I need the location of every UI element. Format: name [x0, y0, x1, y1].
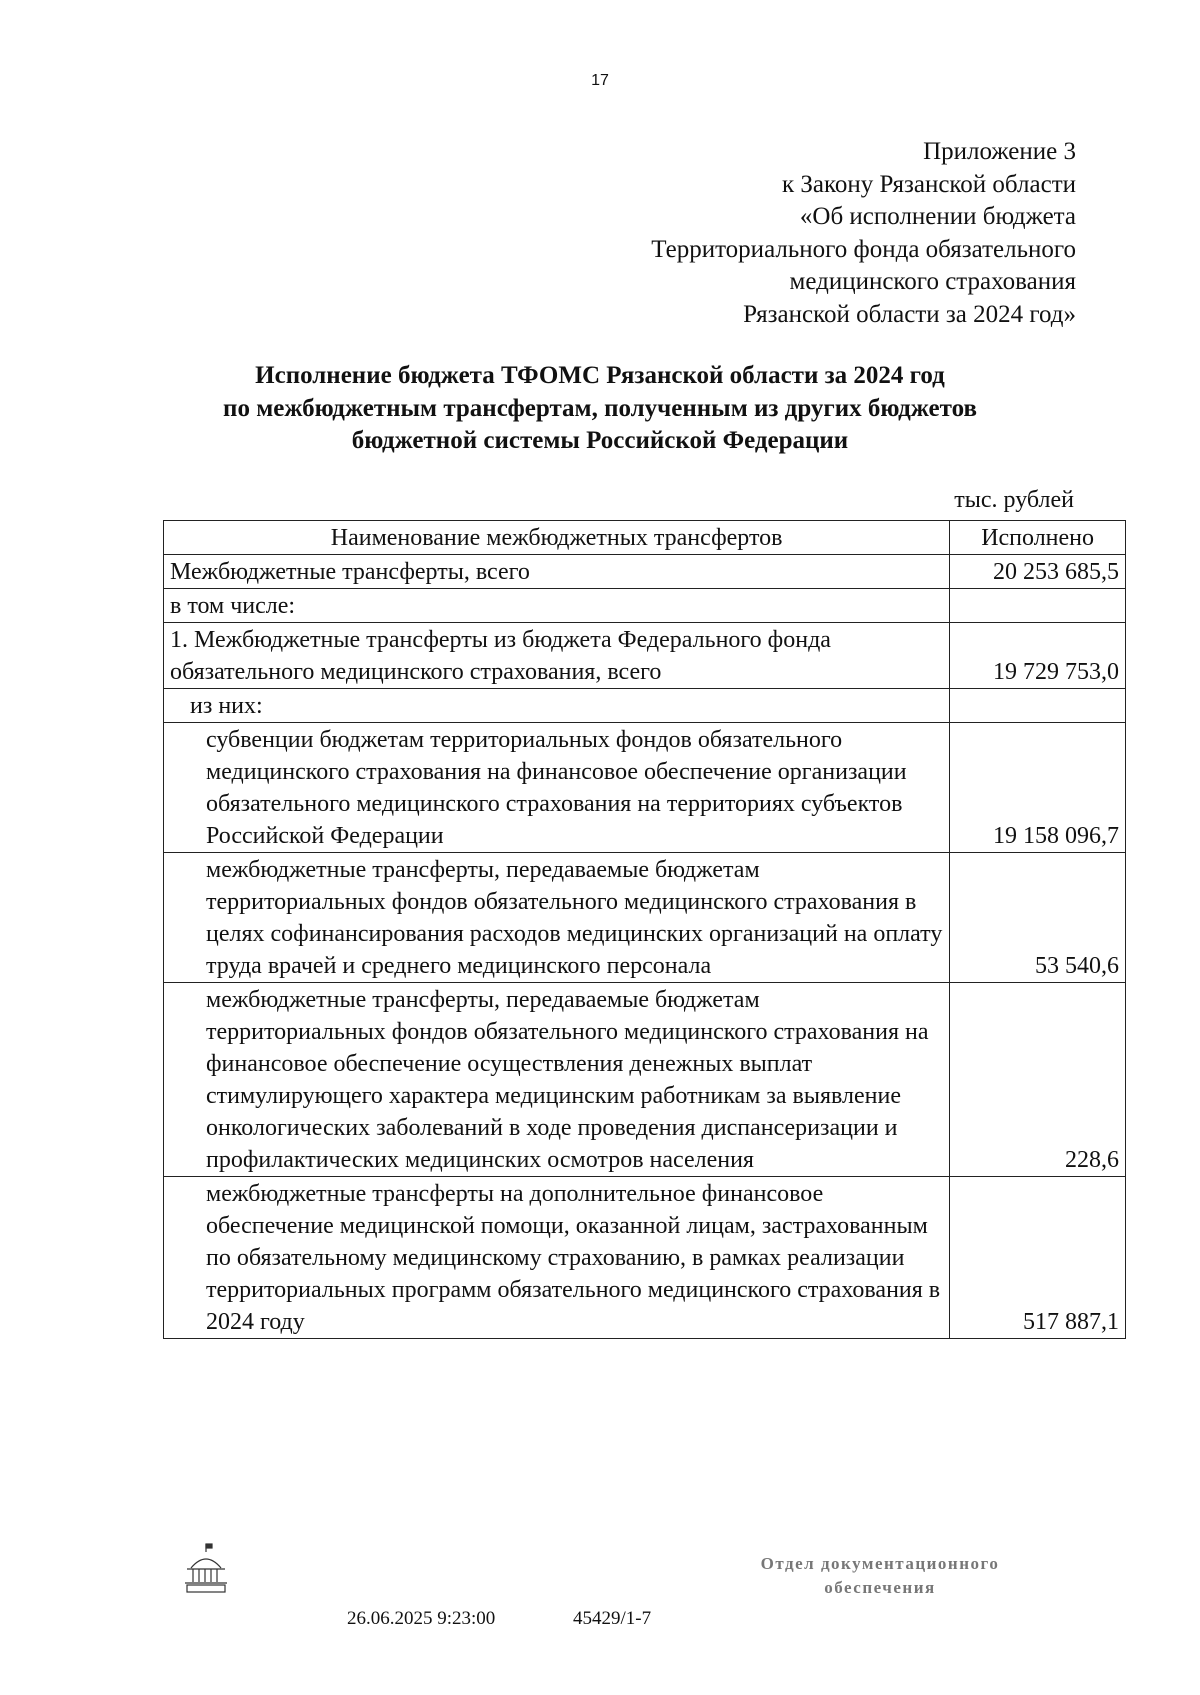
header-name: Наименование межбюджетных трансфертов	[164, 521, 950, 555]
transfers-table	[163, 520, 1126, 1339]
row-name-cell: межбюджетные трансферты, передаваемые бюджетам территориальных фондов обязательного медицинского страхования на финансовое обеспечение осуществления денежных выплат стимулирующего характера медицинским работникам за выявление онкологических заболеваний в ходе проведения диспансеризации и профилактических медицинских осмотров населения	[164, 983, 950, 1177]
title-line: по межбюджетным трансфертам, полученным из других бюджетов	[223, 394, 977, 422]
row-amount-cell: 19 158 096,7	[950, 723, 1126, 853]
document-title	[0, 360, 1200, 458]
footer-doc-number: 45429/1-7	[573, 1608, 652, 1629]
appendix-line: к Закону Рязанской области	[782, 170, 1076, 198]
appendix-line: «Об исполнении бюджета	[799, 203, 1076, 230]
row-amount-cell: 19 729 753,0	[950, 623, 1126, 689]
appendix-line: Рязанской области за 2024 год»	[743, 300, 1076, 328]
table-row	[164, 623, 1126, 689]
row-amount-cell: 517 887,1	[950, 1177, 1126, 1339]
table-row	[164, 723, 1126, 853]
department-stamp	[720, 1552, 1040, 1600]
title-line: бюджетной системы Российской Федерации	[351, 427, 849, 454]
appendix-line: Приложение 3	[923, 138, 1076, 165]
units-label: тыс. рублей	[954, 487, 1074, 513]
appendix-header	[651, 136, 1076, 331]
duma-building-logo-icon	[181, 1542, 231, 1594]
stamp-line: обеспечения	[824, 1578, 936, 1597]
table-row	[164, 589, 1126, 623]
row-amount-cell	[950, 589, 1126, 623]
row-amount-cell: 53 540,6	[950, 853, 1126, 983]
stamp-line: Отдел документационного	[760, 1554, 1000, 1573]
table-row	[164, 555, 1126, 589]
row-name-cell: Межбюджетные трансферты, всего	[164, 555, 950, 589]
table-row	[164, 853, 1126, 983]
row-name-cell: межбюджетные трансферты на дополнительное финансовое обеспечение медицинской помощи, оказанной лицам, застрахованным по обязательному медицинскому страхованию, в рамках реализации территориальных программ обязательного медицинского страхования в 2024 году	[164, 1177, 950, 1339]
row-name-cell: из них:	[164, 689, 950, 723]
footer-date: 26.06.2025 9:23:00	[347, 1608, 496, 1629]
row-name-cell: 1. Межбюджетные трансферты из бюджета Федерального фонда обязательного медицинского страхования, всего	[164, 623, 950, 689]
row-name-cell: в том числе:	[164, 589, 950, 623]
appendix-line: медицинского страхования	[789, 268, 1076, 295]
title-line: Исполнение бюджета ТФОМС Рязанской области за 2024 год	[255, 362, 945, 389]
row-amount-cell: 228,6	[950, 983, 1126, 1177]
table-row	[164, 689, 1126, 723]
row-amount-cell	[950, 689, 1126, 723]
page-number: 17	[591, 72, 609, 89]
table-body	[164, 555, 1126, 1339]
appendix-line: Территориального фонда обязательного	[651, 235, 1076, 263]
row-name-cell: субвенции бюджетам территориальных фондов обязательного медицинского страхования на финансовое обеспечение организации обязательного медицинского страхования на территориях субъектов Российской Федерации	[164, 723, 950, 853]
header-amount: Исполнено	[950, 521, 1126, 555]
row-name-cell: межбюджетные трансферты, передаваемые бюджетам территориальных фондов обязательного медицинского страхования в целях софинансирования расходов медицинских организаций на оплату труда врачей и среднего медицинского персонала	[164, 853, 950, 983]
table-row	[164, 1177, 1126, 1339]
table-header-row	[164, 521, 1126, 555]
row-amount-cell: 20 253 685,5	[950, 555, 1126, 589]
table-row	[164, 983, 1126, 1177]
